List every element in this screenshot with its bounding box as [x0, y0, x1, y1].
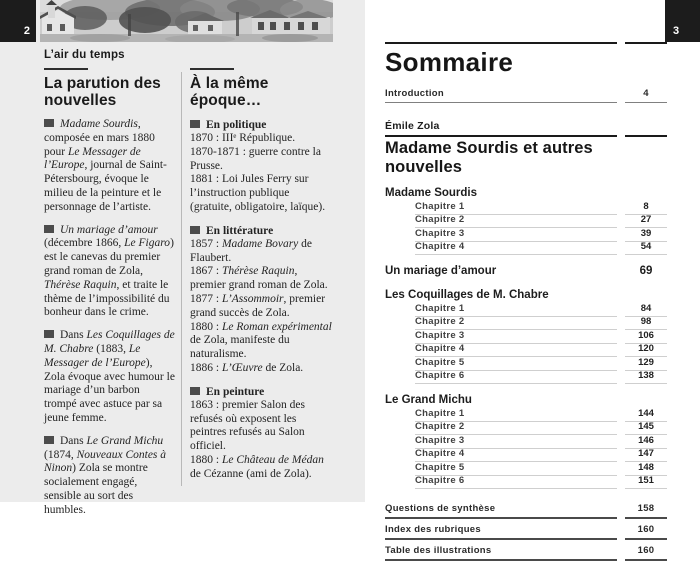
- toc-chapter-page: 145: [625, 421, 667, 435]
- toc-section-row: [385, 394, 667, 408]
- body-text: 1881 : Loi Jules Ferry sur l’instruction publique (gratuite, obligatoire, laïque).: [190, 173, 326, 213]
- timeline-section-list: [190, 119, 334, 482]
- toc-section-title: Un mariage d’amour: [385, 265, 497, 277]
- left-page-number-box: [0, 0, 36, 42]
- body-text: ) est le canevas du premier grand roman de Zola,: [44, 237, 174, 277]
- body-text: 1877 :: [190, 292, 222, 305]
- toc-chapter-page: 8: [625, 201, 667, 215]
- toc-chapter-row: [385, 408, 667, 422]
- body-text: 1880 :: [190, 320, 222, 333]
- heading-rule: [190, 68, 234, 70]
- toc-chapter-label: Chapitre 4: [415, 343, 617, 357]
- square-bullet-icon: [44, 225, 54, 233]
- toc-chapter-row: [385, 449, 667, 463]
- toc-chapter-label: Chapitre 6: [415, 370, 617, 384]
- timeline-entry: [190, 132, 334, 146]
- timeline-entry: [190, 321, 334, 362]
- body-text: 1880 :: [190, 453, 222, 466]
- toc-chapter-label: Chapitre 1: [415, 303, 617, 317]
- toc-chapter-row: [385, 201, 667, 215]
- timeline-section-title: [190, 386, 334, 398]
- column-heading: La parution des nouvelles: [44, 75, 161, 109]
- body-text: de Zola, manifeste du naturalisme.: [190, 334, 290, 361]
- column-epoque: [190, 68, 334, 518]
- toc-chapter-label: Chapitre 6: [415, 475, 617, 489]
- work-title-text: Le Messager de l’Europe: [44, 342, 146, 369]
- right-page: [365, 0, 700, 556]
- header-painting-image: [40, 0, 333, 42]
- body-text: 1857 :: [190, 237, 222, 250]
- toc-row-page: 4: [625, 88, 667, 103]
- body-text: 1863 : premier Salon des refusés où exposent les peintres refusés au Salon officiel.: [190, 398, 305, 453]
- paragraph: [44, 329, 175, 426]
- left-page-number: 2: [23, 25, 30, 37]
- toc-chapter-page: 106: [625, 330, 667, 344]
- toc-section-title: Les Coquillages de M. Chabre: [385, 289, 549, 301]
- toc-chapter-row: [385, 303, 667, 317]
- timeline-section-title-text: En littérature: [206, 224, 274, 237]
- body-text: ) Zola se montre socialement engagé, sensible au sort des humbles.: [44, 462, 148, 516]
- square-bullet-icon: [190, 226, 200, 234]
- heading-rule: [44, 68, 88, 70]
- toc-chapter-row: [385, 242, 667, 256]
- work-title-text: Le Messager de l’Europe: [44, 145, 141, 172]
- timeline-entry: [190, 238, 334, 266]
- left-page-columns: [44, 68, 336, 518]
- timeline-entry: [190, 265, 334, 293]
- square-bullet-icon: [190, 120, 200, 128]
- toc-footer-rows: [385, 503, 667, 561]
- title-rule-right: [625, 42, 667, 44]
- toc-author-row: [385, 120, 667, 137]
- work-title-text: Un mariage d’amour: [60, 223, 158, 236]
- toc-footer-page: 160: [625, 524, 667, 540]
- timeline-entry: [190, 173, 334, 214]
- square-bullet-icon: [190, 387, 200, 395]
- toc-chapter-page: 138: [625, 370, 667, 384]
- work-title-text: Le Château de Médan: [221, 453, 324, 466]
- work-title-text: Le Figaro: [124, 237, 171, 250]
- toc-chapter-page: 98: [625, 316, 667, 330]
- work-title-text: L’Assommoir: [221, 292, 284, 305]
- body-text: de Cézanne (ami de Zola).: [190, 467, 312, 480]
- timeline-entry: [190, 362, 334, 376]
- toc-chapter-row: [385, 357, 667, 371]
- title-rule-left: [385, 42, 617, 44]
- toc-chapter-label: Chapitre 4: [415, 241, 617, 255]
- toc-chapter-label: Chapitre 5: [415, 462, 617, 476]
- toc-chapter-row: [385, 476, 667, 490]
- body-text: de Flaubert.: [190, 237, 313, 264]
- square-bullet-icon: [44, 119, 54, 127]
- toc-row-label: Introduction: [385, 88, 617, 103]
- toc-chapter-page: 144: [625, 408, 667, 422]
- body-text: (1874,: [44, 448, 77, 461]
- right-page-number: 3: [673, 25, 680, 37]
- body-text: (1883,: [93, 342, 129, 355]
- author-name: Émile Zola: [385, 120, 617, 137]
- toc-chapter-page: 120: [625, 343, 667, 357]
- toc-chapter-label: Chapitre 5: [415, 357, 617, 371]
- body-text: de Zola.: [262, 361, 304, 374]
- body-text: , et traite le thème de l’impossibilité du bonheur dans le crime.: [44, 278, 170, 319]
- body-text: 1867 :: [190, 265, 222, 278]
- toc-title: Sommaire: [385, 47, 514, 77]
- work-title-text: Le Grand Michu: [86, 434, 164, 447]
- table-of-contents: [385, 42, 667, 561]
- paragraph: [44, 435, 175, 518]
- toc-chapter-label: Chapitre 3: [415, 228, 617, 242]
- body-text: ), Zola évoque avec humour le mariage d’un barbon trompé avec astuce par sa jeune femme.: [44, 356, 175, 424]
- toc-footer-row: [385, 503, 667, 519]
- timeline-entry: [190, 146, 334, 174]
- toc-chapter-page: 54: [625, 241, 667, 255]
- toc-section-page: 69: [639, 265, 653, 277]
- body-text: 1870 : IIIᵉ République.: [190, 132, 296, 144]
- square-bullet-icon: [44, 330, 54, 338]
- square-bullet-icon: [44, 436, 54, 444]
- body-text: , premier grand succès de Zola.: [190, 292, 326, 319]
- toc-chapter-row: [385, 228, 667, 242]
- left-page: [0, 0, 365, 516]
- toc-row-introduction: [385, 88, 667, 103]
- toc-chapter-page: 148: [625, 462, 667, 476]
- toc-chapter-label: Chapitre 2: [415, 316, 617, 330]
- toc-chapter-page: 146: [625, 435, 667, 449]
- body-text: 1870-1871 : guerre contre la Prusse.: [190, 145, 321, 172]
- work-title-text: Madame Bovary: [221, 237, 299, 250]
- toc-section-title: Madame Sourdis: [385, 187, 478, 199]
- toc-footer-label: Index des rubriques: [385, 524, 617, 540]
- toc-chapter-row: [385, 422, 667, 436]
- toc-chapter-label: Chapitre 1: [415, 408, 617, 422]
- toc-chapter-row: [385, 317, 667, 331]
- toc-footer-label: Questions de synthèse: [385, 503, 617, 519]
- toc-chapter-row: [385, 330, 667, 344]
- title-rule: [385, 42, 667, 44]
- work-title-text: Nouveaux Contes à Ninon: [44, 448, 167, 475]
- work-title-text: Le Roman expérimental: [221, 320, 332, 333]
- right-page-number-box: [665, 0, 700, 42]
- work-title-text: Thérèse Raquin: [44, 278, 117, 291]
- toc-chapter-page: 151: [625, 475, 667, 489]
- toc-chapter-page: 39: [625, 228, 667, 242]
- timeline-section-title-text: En peinture: [206, 385, 265, 398]
- work-title-text: Thérèse Raquin: [221, 265, 295, 278]
- author-rule-right: [625, 125, 667, 137]
- toc-chapter-page: 129: [625, 357, 667, 371]
- toc-footer-label: Table des illustrations: [385, 545, 617, 561]
- body-text: Dans: [60, 434, 87, 447]
- toc-chapter-row: [385, 462, 667, 476]
- toc-chapter-row: [385, 435, 667, 449]
- toc-footer-row: [385, 524, 667, 540]
- work-title-text: L’Œuvre: [221, 361, 263, 374]
- toc-chapter-row: [385, 215, 667, 229]
- paragraph-list: [44, 118, 175, 518]
- toc-section-row: [385, 265, 667, 279]
- column-parution: [44, 68, 175, 518]
- toc-footer-page: 158: [625, 503, 667, 519]
- toc-section-row: [385, 187, 667, 201]
- toc-chapter-label: Chapitre 3: [415, 435, 617, 449]
- toc-chapter-page: 27: [625, 214, 667, 228]
- timeline-entry: [190, 293, 334, 321]
- body-text: 1886 :: [190, 361, 222, 374]
- toc-chapter-label: Chapitre 4: [415, 448, 617, 462]
- timeline-section-title: [190, 119, 334, 131]
- column-heading: À la même époque…: [190, 75, 269, 109]
- body-text: (décembre 1866,: [44, 237, 125, 250]
- toc-section-title: Le Grand Michu: [385, 394, 472, 406]
- toc-section-row: [385, 289, 667, 303]
- toc-footer-page: 160: [625, 545, 667, 561]
- timeline-entry: [190, 454, 334, 482]
- body-text: , premier grand roman de Zola.: [190, 265, 328, 292]
- paragraph: [44, 224, 175, 321]
- toc-chapter-row: [385, 344, 667, 358]
- body-text: , composée en mars 1880 pour: [44, 118, 155, 158]
- timeline-entry: [190, 399, 334, 454]
- toc-footer-row: [385, 545, 667, 561]
- work-title-text: Les Coquillages de M. Chabre: [44, 329, 175, 355]
- toc-chapter-label: Chapitre 1: [415, 201, 617, 215]
- left-page-kicker: L’air du temps: [44, 49, 125, 61]
- work-title-text: Madame Sourdis: [60, 118, 138, 130]
- paragraph: [44, 118, 175, 215]
- village-painting-illustration: [40, 0, 333, 42]
- toc-chapter-row: [385, 371, 667, 385]
- toc-section-list: [385, 187, 667, 489]
- body-text: , journal de Saint-Pétersbourg, évoque le milieu de la peinture et le personnage de l’artiste.: [44, 159, 167, 213]
- body-text: Dans: [60, 329, 87, 342]
- timeline-section-title-text: En politique: [206, 119, 267, 131]
- toc-chapter-label: Chapitre 2: [415, 421, 617, 435]
- timeline-section-title: [190, 225, 334, 237]
- book-title: Madame Sourdis et autres nouvelles: [385, 139, 593, 176]
- toc-chapter-label: Chapitre 3: [415, 330, 617, 344]
- toc-chapter-label: Chapitre 2: [415, 214, 617, 228]
- toc-chapter-page: 84: [625, 303, 667, 317]
- toc-chapter-page: 147: [625, 448, 667, 462]
